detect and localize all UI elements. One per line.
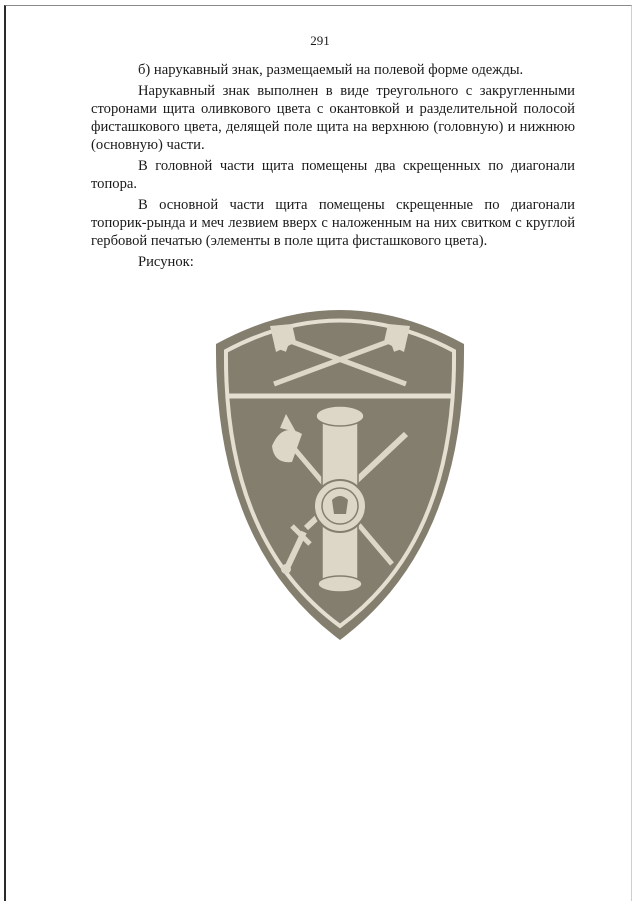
paragraph-figure-caption: Рисунок:: [138, 254, 194, 270]
paragraph-main-part: В основной части щита помещены скрещенные по диагонали топорик-рында и меч лезвием вверх с наложенным на них свитком с круглой гербовой печатью (элементы в поле щита фисташкового цвета).: [91, 197, 575, 249]
paragraph-description: Нарукавный знак выполнен в виде треугольного с закругленными сторонами щита оливкового цвета с окантовкой и разделительной полосой фисташкового цвета, делящей поле щита на верхнюю (головную) и нижнюю (основную) части.: [91, 83, 575, 153]
seal-icon: [314, 480, 366, 532]
paragraph-heading: б) нарукавный знак, размещаемый на полевой форме одежды.: [138, 62, 524, 78]
paragraph-head-part: В головной части щита помещены два скрещенных по диагонали топора.: [91, 158, 575, 192]
page-number: 291: [310, 33, 330, 48]
sleeve-insignia-shield: [210, 296, 470, 642]
document-body: [91, 61, 575, 274]
